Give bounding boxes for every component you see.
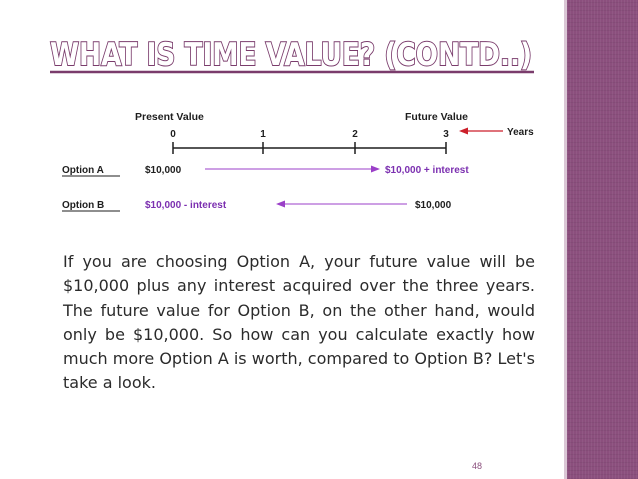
option-a-start-value: $10,000 [145, 165, 182, 176]
option-a-label: Option A [62, 165, 104, 176]
years-label: Years [507, 127, 534, 138]
tick-label-3: 3 [443, 129, 449, 140]
option-b-label: Option B [62, 200, 105, 211]
option-b-end-value: $10,000 [415, 200, 452, 211]
option-b-arrowhead [276, 201, 285, 208]
time-value-diagram [55, 100, 555, 225]
slide-title [50, 33, 534, 75]
option-a-end-value: $10,000 + interest [385, 165, 469, 176]
present-value-label: Present Value [135, 111, 204, 123]
page-number: 48 [471, 461, 482, 471]
option-a-arrowhead [371, 166, 380, 173]
decorative-sidebar [567, 0, 638, 479]
body-paragraph: If you are choosing Option A, your future value will be $10,000 plus any interest acquired over the three years. The future value for Option B, on the other hand, would only be $10,000. So how can you calculate exactly how much more Option A is worth, compared to Option B? Let's take a look. [63, 252, 535, 393]
tick-label-1: 1 [260, 129, 266, 140]
tick-label-2: 2 [352, 129, 358, 140]
years-arrowhead [459, 128, 468, 135]
option-b-start-value: $10,000 - interest [145, 200, 227, 211]
tick-label-0: 0 [170, 129, 176, 140]
future-value-label: Future Value [405, 111, 469, 123]
slide-title-text: WHAT IS TIME VALUE? (CONTD..) [50, 37, 532, 73]
